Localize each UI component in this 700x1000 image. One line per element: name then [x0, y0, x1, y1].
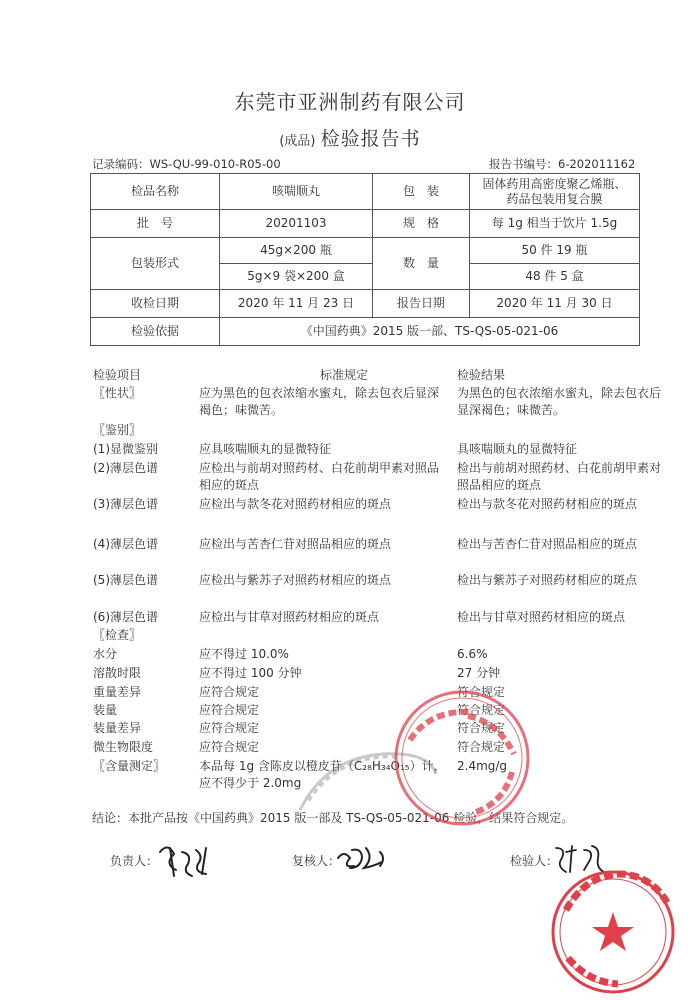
col-header-result: 检验结果	[457, 368, 506, 382]
form-value-1: 45g×200 瓶	[220, 238, 373, 264]
package-value-line2: 药品包装用复合膜	[506, 191, 603, 206]
form-label: 包装形式	[91, 238, 220, 290]
report-date-value: 2020 年 11 月 30 日	[470, 290, 640, 318]
basis-value: 《中国药典》2015 版一部、TS-QS-05-021-06	[220, 318, 640, 346]
receive-value: 2020 年 11 月 23 日	[220, 290, 373, 318]
result-standard: 应检出与前胡对照药材、白花前胡甲素对照品相应的斑点	[199, 461, 440, 492]
result-standard: 应不得过 10.0%	[199, 647, 289, 661]
result-item: 微生物限度	[93, 740, 154, 754]
report-number: 报告书编号：6-202011162	[489, 157, 636, 171]
result-item: 装量	[93, 703, 118, 717]
inspector-label: 检验人：	[510, 854, 559, 868]
basis-label: 检验依据	[91, 318, 220, 346]
qty-value-2: 48 件 5 盒	[470, 264, 640, 290]
result-item: (4)薄层色谱	[93, 537, 158, 551]
result-value: 符合规定	[457, 685, 506, 699]
form-value-2: 5g×9 袋×200 盒	[220, 264, 373, 290]
result-item: 装量差异	[93, 721, 142, 735]
result-standard: 应检出与紫苏子对照药材相应的斑点	[199, 573, 392, 587]
result-item: (6)薄层色谱	[93, 610, 158, 624]
batch-value: 20201103	[220, 210, 373, 238]
signature-responsible	[160, 847, 206, 876]
company-name: 东莞市亚洲制药有限公司	[234, 90, 466, 114]
responsible-label: 负责人：	[110, 854, 159, 868]
signature-reviewer	[338, 848, 383, 868]
result-value: 为黑色的包衣浓缩水蜜丸，除去包衣后显深褐色；味微苦。	[457, 386, 662, 417]
result-item: (2)薄层色谱	[93, 461, 158, 475]
title-main: 检验报告书	[320, 128, 421, 150]
package-label: 包 装	[373, 174, 470, 210]
result-value: 检出与紫苏子对照药材相应的斑点	[457, 573, 638, 587]
result-standard: 本品每 1g 含陈皮以橙皮苷（C₂₈H₃₄O₁₅）计，应不得少于 2.0mg	[199, 759, 446, 790]
result-value: 检出与前胡对照药材、白花前胡甲素对照品相应的斑点	[457, 461, 662, 492]
result-value: 检出与甘草对照药材相应的斑点	[457, 610, 626, 624]
result-standard: 应符合规定	[199, 721, 260, 735]
package-value-line1: 固体药用高密度聚乙烯瓶、	[482, 176, 627, 191]
qty-value-1: 50 件 19 瓶	[470, 238, 640, 264]
product-label: 检品名称	[91, 174, 220, 210]
result-standard: 应检出与款冬花对照药材相应的斑点	[199, 497, 392, 511]
report-date-label: 报告日期	[373, 290, 470, 318]
qty-label: 数 量	[373, 238, 470, 290]
result-value: 27 分钟	[457, 666, 501, 680]
result-value: 具咳喘顺丸的显微特征	[457, 442, 578, 456]
result-item: (1)显微鉴别	[93, 442, 158, 456]
result-standard: 应检出与苦杏仁苷对照品相应的斑点	[199, 537, 392, 551]
result-standard: 应不得过 100 分钟	[199, 666, 302, 680]
result-item: 水分	[93, 647, 118, 661]
result-item: (5)薄层色谱	[93, 573, 158, 587]
result-value: 符合规定	[457, 721, 506, 735]
result-value: 检出与款冬花对照药材相应的斑点	[457, 497, 638, 511]
reviewer-label: 复核人：	[292, 854, 341, 868]
result-item: 〖含量测定〗	[93, 759, 166, 773]
result-standard: 应为黑色的包衣浓缩水蜜丸，除去包衣后显深褐色；味微苦。	[199, 386, 440, 417]
spec-label: 规 格	[373, 210, 470, 238]
result-item: 重量差异	[93, 685, 142, 699]
result-item: 溶散时限	[93, 666, 142, 680]
receive-label: 收检日期	[91, 290, 220, 318]
result-value: 6.6%	[457, 647, 488, 661]
quality-dept-seal	[553, 872, 673, 992]
faded-stamp	[300, 754, 436, 810]
result-item: 〖性状〗	[93, 386, 142, 400]
col-header-item: 检验项目	[93, 368, 142, 382]
result-item: (3)薄层色谱	[93, 497, 158, 511]
result-value: 检出与苦杏仁苷对照品相应的斑点	[457, 537, 638, 551]
result-value: 符合规定	[457, 740, 506, 754]
result-standard: 应检出与甘草对照药材相应的斑点	[199, 610, 380, 624]
batch-label: 批 号	[91, 210, 220, 238]
col-header-standard: 标准规定	[320, 368, 369, 382]
conclusion: 结论：本批产品按《中国药典》2015 版一部及 TS-QS-05-021-06 检验，结果符合规定。	[92, 811, 574, 825]
result-standard: 应符合规定	[199, 703, 260, 717]
result-standard: 应符合规定	[199, 740, 260, 754]
result-value: 2.4mg/g	[457, 759, 508, 773]
spec-value: 每 1g 相当于饮片 1.5g	[470, 210, 640, 238]
result-standard: 应具咳喘顺丸的显微特征	[199, 442, 332, 456]
signature-inspector	[556, 846, 604, 872]
result-item: 〖检查〗	[93, 628, 142, 642]
result-item: 〖鉴别〗	[93, 423, 142, 437]
result-value: 符合规定	[457, 703, 506, 717]
result-standard: 应符合规定	[199, 685, 260, 699]
product-value: 咳喘顺丸	[220, 174, 373, 210]
title-qualifier: (成品)	[279, 134, 316, 149]
record-number: 记录编码：WS-QU-99-010-R05-00	[92, 157, 281, 171]
